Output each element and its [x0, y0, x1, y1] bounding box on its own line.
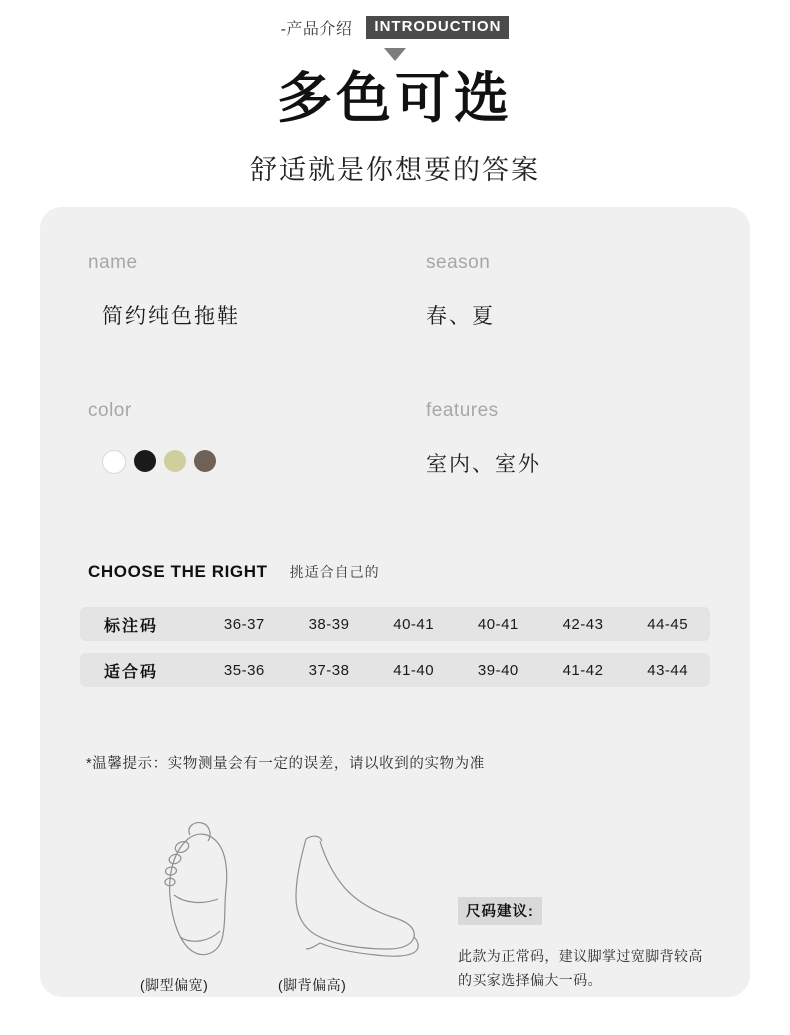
foot-illustrations [130, 817, 430, 977]
color-swatch-beige[interactable] [164, 450, 186, 472]
table-row [80, 607, 710, 641]
advice-text: 此款为正常码，建议脚掌过宽脚背较高的买家选择偏大一码。 [458, 948, 703, 988]
page-subtitle: 舒适就是你想要的答案 [250, 155, 540, 186]
size-cell: 44-45 [647, 615, 689, 633]
color-swatch-black[interactable] [134, 450, 156, 472]
size-cell: 35-36 [223, 661, 265, 679]
spec-color-label: color [88, 400, 132, 421]
spec-features-label: features [426, 400, 499, 421]
spec-name [88, 252, 398, 330]
size-cell: 40-41 [393, 615, 435, 633]
spec-season [398, 252, 708, 330]
size-cell: 40-41 [477, 615, 519, 633]
color-swatch-brown[interactable] [194, 450, 216, 472]
size-table [80, 607, 710, 699]
advice-badge: 尺码建议: [458, 897, 542, 925]
size-cell: 41-40 [393, 661, 435, 679]
size-heading-en: CHOOSE THE RIGHT [88, 562, 268, 581]
size-row-header: 适合码 [104, 663, 159, 681]
size-cell: 37-38 [308, 661, 350, 679]
size-cell: 41-42 [562, 661, 604, 679]
spec-season-label: season [426, 252, 491, 273]
spec-color [88, 400, 398, 478]
eyebrow [0, 16, 790, 39]
table-row [80, 653, 710, 687]
page-header [0, 0, 790, 187]
color-swatch-white[interactable] [102, 450, 126, 474]
size-cell: 36-37 [223, 615, 265, 633]
spec-features [398, 400, 708, 478]
spec-grid [88, 252, 708, 478]
spec-name-label: name [88, 252, 138, 273]
size-tip: *温馨提示：实物测量会有一定的误差，请以收到的实物为准 [86, 756, 485, 772]
foot-caption-high: (脚背偏高) [278, 977, 347, 993]
size-heading [88, 562, 380, 582]
size-cell: 42-43 [562, 615, 604, 633]
size-row-header: 标注码 [104, 617, 159, 635]
spec-name-value: 简约纯色拖鞋 [102, 305, 240, 328]
page-title: 多色可选 [276, 67, 513, 129]
foot-shapes-svg [130, 817, 430, 977]
size-cell: 43-44 [647, 661, 689, 679]
eyebrow-en-badge: INTRODUCTION [366, 16, 509, 39]
size-heading-cn: 挑适合自己的 [289, 564, 380, 580]
spec-row-color-features [88, 400, 708, 478]
spec-row-name-season [88, 252, 708, 330]
foot-caption-wide: (脚型偏宽) [140, 977, 209, 993]
size-cell: 39-40 [477, 661, 519, 679]
color-swatch-list [88, 450, 398, 474]
spec-row-spacer [88, 330, 708, 400]
spec-card [40, 207, 750, 997]
triangle-down-icon [384, 48, 406, 61]
spec-features-value: 室内、室外 [426, 453, 541, 476]
eyebrow-cn-label: -产品介绍 [280, 21, 353, 38]
spec-season-value: 春、夏 [426, 305, 495, 328]
size-cell: 38-39 [308, 615, 350, 633]
